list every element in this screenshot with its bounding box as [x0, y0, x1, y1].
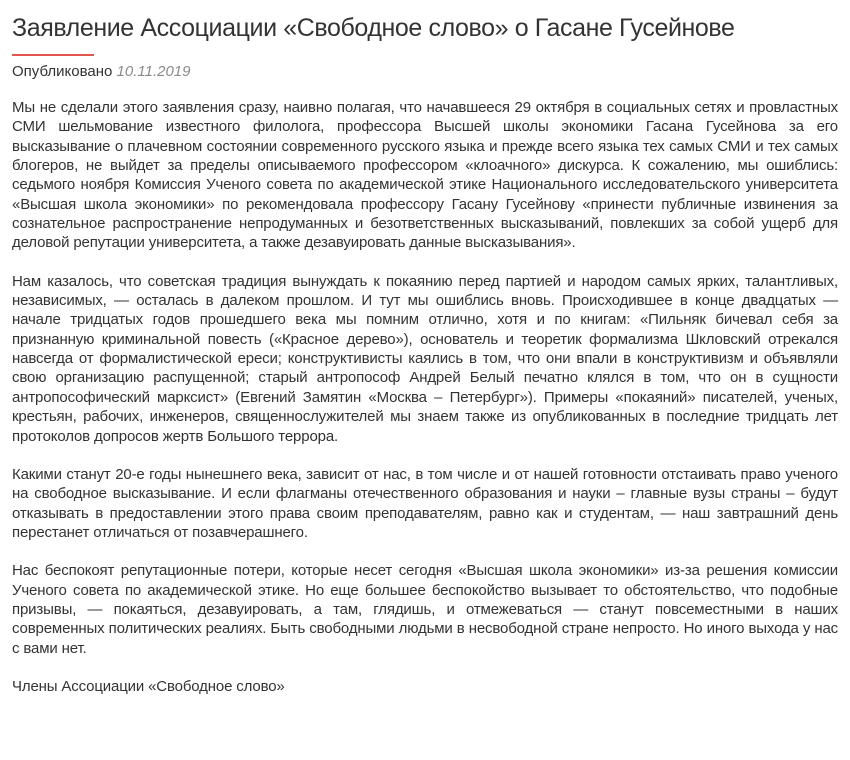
- title-underline-divider: [12, 54, 94, 56]
- article-paragraph-2: Нам казалось, что советская традиция вынуждать к покаянию перед партией и народом самых ярких, талантливых, независимых, — осталась в далеком прошлом. И тут мы ошиблись вновь. Происходившее в конце двадцатых — начале тридцатых годов прошедшего века мы помним отлично, хотя и по книгам: «Пильняк бичевал себя за признанную криминальной повесть («Красное дерево»), основатель и теоретик формализма Шкловский отрекался навсегда от формалистической ереси; конструктивисты каялись в том, что они впали в конструктивизм и объявляли свою организацию распущенной; старый антропософ Андрей Белый печатно клялся в том, что он в сущности антропософический марксист» (Евгений Замятин «Москва – Петербург»). Примеры «покаяний» писателей, ученых, крестьян, рабочих, инженеров, священнослужителей мы знаем также из опубликованных в последние тридцать лет протоколов допросов жертв Большого террора.: [12, 272, 838, 445]
- page-title: Заявление Ассоциации «Свободное слово» о Гасане Гусейнове: [12, 14, 735, 42]
- article-body: [12, 98, 838, 696]
- published-label: Опубликовано: [12, 63, 113, 80]
- publication-meta: [12, 62, 838, 82]
- published-date: 10.11.2019: [116, 63, 191, 80]
- article-paragraph-3: Какими станут 20-е годы нынешнего века, зависит от нас, в том числе и от нашей готовности отстаивать право ученого на свободное высказывание. И если флагманы отечественного образования и науки – главные вузы страны – будут отказывать в предоставлении этого права своим преподавателям, равно как и студентам, — наш завтрашний день перестанет отличаться от позавчерашнего.: [12, 465, 838, 541]
- article-paragraph-4: Нас беспокоят репутационные потери, которые несет сегодня «Высшая школа экономики» из-за решения комиссии Ученого совета по академической этике. Но еще большее беспокойство вызывает то обстоятельство, что подобные призывы, — покаяться, дезавуировать, а там, глядишь, и отмежеваться — станут повсеместными в наших современных политических реалиях. Быть свободными людьми в несвободной стране непросто. Но иного выхода у нас с вами нет.: [12, 562, 838, 657]
- article: [12, 0, 838, 715]
- article-paragraph-1: Мы не сделали этого заявления сразу, наивно полагая, что начавшееся 29 октября в социальных сетях и провластных СМИ шельмование известного филолога, профессора Высшей школы экономики Гасана Гусейнова за его высказывание о плачевном состоянии современного русского языка и прежде всего языка тех самых СМИ и тех самых блогеров, не выйдет за пределы описываемого профессором «клоачного» дискурса. К сожалению, мы ошиблись: седьмого ноября Комиссия Ученого совета по академической этике Национального исследовательского университета «Высшая школа экономики» по рекомендовала профессору Гасану Гусейнову «принести публичные извинения за сознательное распространение непродуманных и безответственных высказываний, повлекших за собой ущерб для деловой репутации университета, а также дезавуировать данные высказывания».: [12, 99, 838, 252]
- article-signature: Члены Ассоциации «Свободное слово»: [12, 677, 285, 695]
